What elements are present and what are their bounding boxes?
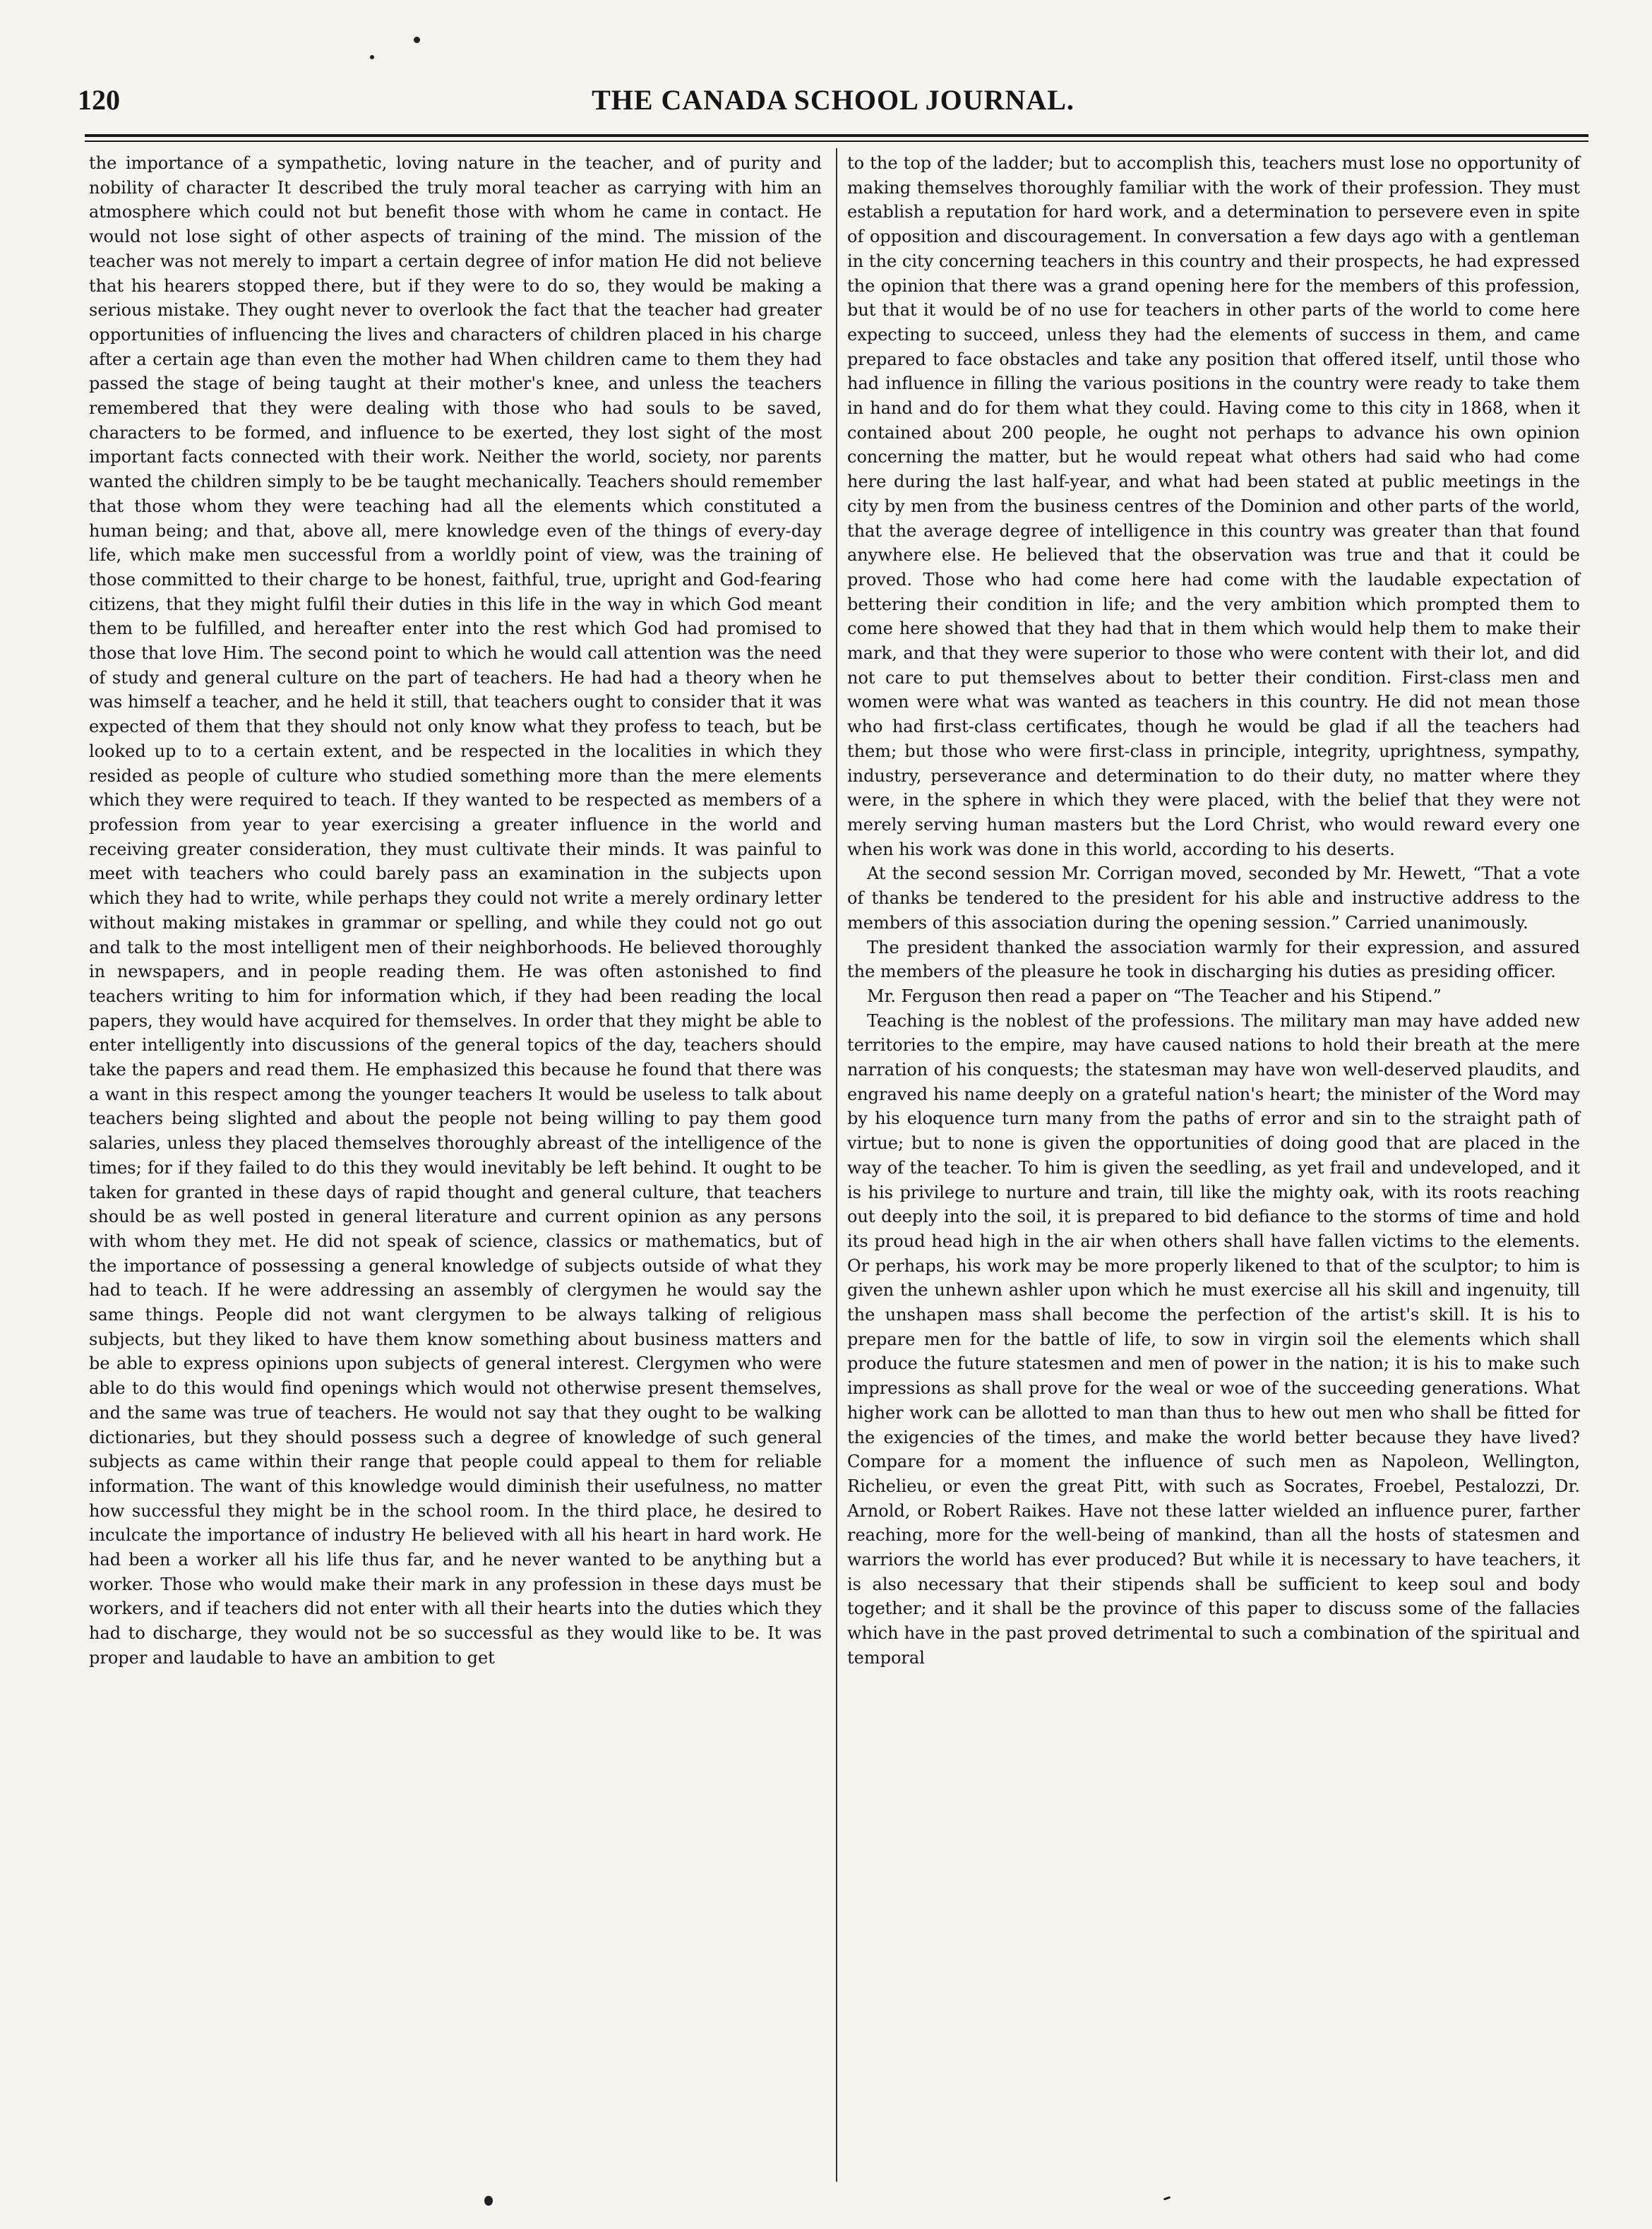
paragraph: the importance of a sympathetic, loving nature in the teacher, and of purity and nobility of character It described the truly moral teacher as carrying with him an atmosphere which could not but benefit those with whom he came in contact. He would not lose sight of other aspects of training of the mind. The mission of the teacher was not merely to impart a certain degree of infor mation He did not believe that his hearers stopped there, but if they were to do so, they would be making a serious mistake. They ought never to overlook the fact that the teacher had greater opportunities of influencing the lives and characters of children placed in his charge after a certain age than even the mother had When children came to them they had passed the stage of being taught at their mother's knee, and unless the teachers remembered that they were dealing with those who had souls to be saved, characters to be formed, and influence to be exerted, they lost sight of the most important facts connected with their work. Neither the world, society, nor parents wanted the children simply to be be taught mechanically. Teachers should remember that those whom they were teaching had all the elements which constituted a human being; and that, above all, mere knowledge even of the things of every-day life, which make men successful from a worldly point of view, was the training of those committed to their charge to be honest, faithful, true, upright and God-fearing citizens, that they might fulfil their duties in this life in the way in which God meant them to be fulfilled, and hereafter enter into the rest which God had promised to those that love Him. The second point to which he would call attention was the need of study and general culture on the part of teachers. He had had a theory when he was himself a teacher, and he held it still, that teachers ought to consider that it was expected of them that they should not only know what they profess to teach, but be looked up to to a certain extent, and be respected in the localities in which they resided as people of culture who studied something more than the mere elements which they were required to teach. If they wanted to be respected as members of a profession from year to year exercising a greater influence in the world and receiving greater consideration, they must cultivate their minds. It was painful to meet with teachers who could barely pass an examination in the subjects upon which they had to write, while perhaps they could not write a merely ordinary letter without making mistakes in grammar or spelling, and while they could not go out and talk to the most intelligent men of their neighborhoods. He believed thoroughly in newspapers, and in people reading them. He was often astonished to find teachers writing to him for information which, if they had been reading the local papers, they would have acquired for themselves. In order that they might be able to enter intelligently into discussions of the general topics of the day, teachers should take the papers and read them. He emphasized this because he found that there was a want in this respect among the younger teachers It would be useless to talk about teachers being slighted and about the people not being willing to pay them good salaries, unless they placed themselves thoroughly abreast of the intelligence of the times; for if they failed to do this they would inevitably be left behind. It ought to be taken for granted in these days of rapid thought and general culture, that teachers should be as well posted in general literature and current opinion as any persons with whom they met. He did not speak of science, classics or mathematics, but of the importance of possessing a general knowledge of subjects outside of what they had to teach. If he were addressing an assembly of clergymen he would say the same things. People did not want clergymen to be always talking of religious subjects, but they liked to have them know something about business matters and be able to express opinions upon subjects of general interest. Clergymen who were able to do this would find openings which would not otherwise present themselves, and the same was true of teachers. He would not say that they ought to be walking dictionaries, but they should possess such a degree of knowledge of such general subjects as came within their range that people could appeal to them for reliable information. The want of this knowledge would diminish their usefulness, no matter how successful they might be in the school room. In the third place, he desired to inculcate the importance of industry He believed with all his heart in hard work. He had been a worker all his life thus far, and he never wanted to be anything but a worker. Those who would make their mark in any profession in these days must be workers, and if teachers did not enter with all their hearts into the duties which they had to discharge, they would not be so successful as they would like to be. It was proper and laudable to have an ambition to get [89,153,822,1668]
column-divider [836,148,837,2182]
paragraph: to the top of the ladder; but to accomplish this, teachers must lose no opportunity of making themselves thoroughly familiar with the work of their profession. They must establish a reputation for hard work, and a determination to persevere even in spite of opposition and discouragement. In conversation a few days ago with a gentleman in the city concerning teachers in this country and their prospects, he had expressed the opinion that there was a grand opening here for the members of this profession, but that it would be of no use for teachers in other parts of the world to come here expecting to succeed, unless they had the elements of success in them, and came prepared to face obstacles and take any position that offered itself, until those who had influence in filling the various positions in the country were ready to take them in hand and do for them what they could. Having come to this city in 1868, when it contained about 200 people, he ought not perhaps to advance his own opinion concerning the matter, but he would repeat what others had said who had come here during the last half-year, and what had been stated at public meetings in the city by men from the business centres of the Dominion and other parts of the world, that the average degree of intelligence in this country was greater than that found anywhere else. He believed that the observation was true and that it could be proved. Those who had come here had come with the laudable expectation of bettering their condition in life; and the very ambition which prompted them to come here showed that they had that in them which would help them to make their mark, and that they were superior to those who were content with their lot, and did not care to put themselves about to better their condition. First-class men and women were what was wanted as teachers in this country. He did not mean those who had first-class certificates, though he would be glad if all the teachers had them; but those who were first-class in principle, integrity, uprightness, sympathy, industry, perseverance and determination to do their duty, no matter where they were, in the sphere in which they were placed, with the belief that they were not merely serving human masters but the Lord Christ, who would reward every one when his work was done in this world, according to his deserts. [847,153,1580,859]
paragraph: Teaching is the noblest of the professions. The military man may have added new territories to the empire, may have caused nations to hold their breath at the mere narration of his conquests; the statesman may have won well-deserved plaudits, and engraved his name deeply on a grateful nation's heart; the minister of the Word may by his eloquence turn many from the paths of error and sin to the straight path of virtue; but to none is given the opportunities of doing good that are placed in the way of the teacher. To him is given the seedling, as yet frail and undeveloped, and it is his privilege to nurture and train, till like the mighty oak, with its roots reaching out deeply into the soil, it is prepared to bid defiance to the storms of time and hold its proud head high in the air when others shall have fallen victims to the elements. Or perhaps, his work may be more properly likened to that of the sculptor; to him is given the unhewn ashler upon which he must exercise all his skill and ingenuity, till the unshapen mass shall become the perfection of the artist's skill. It is his to prepare men for the battle of life, to sow in virgin soil the elements which shall produce the future statesmen and men of power in the nation; it is his to make such impressions as shall prove for the weal or woe of the succeeding generations. What higher work can be allotted to man than thus to hew out men who shall be fitted for the exigencies of the times, and make the world better because they have lived? Compare for a moment the influence of such men as Napoleon, Wellington, Richelieu, or even the great Pitt, with such as Socrates, Froebel, Pestalozzi, Dr. Arnold, or Robert Raikes. Have not these latter wielded an influence purer, farther reaching, more for the well-being of mankind, than all the hosts of statesmen and warriors the world has ever produced? But while it is necessary to have teachers, it is also necessary that their stipends shall be sufficient to keep soul and body together; and it shall be the province of this paper to discuss some of the fallacies which have in the past proved detrimental to such a combination of the spiritual and temporal [847,1010,1580,1668]
paragraph: The president thanked the association warmly for their expression, and assured the members of the pleasure he took in discharging his duties as presiding officer. [847,937,1580,982]
ink-speck [1163,2196,1171,2200]
ink-speck [370,55,374,59]
paragraph: Mr. Ferguson then read a paper on “The Teacher and his Stipend.” [867,986,1442,1006]
right-column [847,151,1580,1671]
paragraph: At the second session Mr. Corrigan moved, seconded by Mr. Hewett, “That a vote of thanks be tendered to the president for his able and instructive address to the members of this association during the opening session.” Carried unanimously. [847,863,1580,933]
header-rule-thin [85,141,1588,142]
ink-speck [484,2196,493,2206]
ink-speck [414,37,420,43]
page-number: 120 [78,84,120,116]
left-column [89,151,822,1671]
page-header [78,83,1588,127]
journal-title: THE CANADA SCHOOL JOURNAL. [592,84,1075,116]
header-rule-thick [85,134,1588,137]
